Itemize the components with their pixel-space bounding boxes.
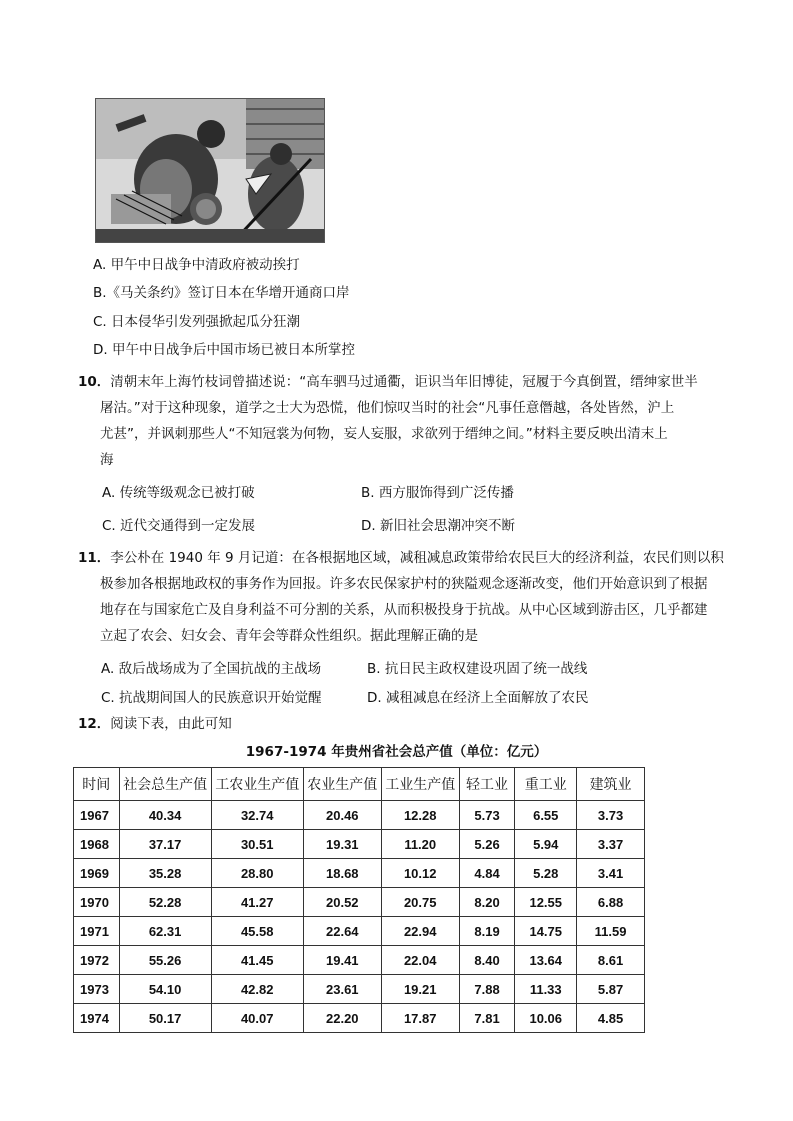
table-cell: 1973 bbox=[74, 975, 120, 1004]
table-row bbox=[74, 859, 645, 888]
table-header-cell: 工农业生产值 bbox=[211, 768, 303, 801]
q10-option-a: A. 传统等级观念已被打破 bbox=[102, 485, 255, 501]
question-text-line: 尤甚”，并讽刺那些人“不知冠裳为何物，妄人妄服，求欲列于缙绅之间。”材料主要反映出清末上 bbox=[100, 426, 668, 442]
table-cell: 41.45 bbox=[211, 946, 303, 975]
table-cell: 23.61 bbox=[303, 975, 381, 1004]
q10-option-c: C. 近代交通得到一定发展 bbox=[102, 518, 256, 534]
table-cell: 32.74 bbox=[211, 801, 303, 830]
table-cell: 6.55 bbox=[515, 801, 577, 830]
table-cell: 55.26 bbox=[119, 946, 211, 975]
question-number: 10． bbox=[78, 374, 111, 390]
table-header-cell: 社会总生产值 bbox=[119, 768, 211, 801]
table-cell: 8.19 bbox=[459, 917, 515, 946]
question-text-line: 海 bbox=[100, 452, 114, 468]
question-text-line: 地存在与国家危亡及自身利益不可分割的关系，从而积极投身于抗战。从中心区域到游击区，几乎都建 bbox=[100, 602, 708, 618]
table-cell: 1974 bbox=[74, 1004, 120, 1033]
table-cell: 7.81 bbox=[459, 1004, 515, 1033]
table-cell: 28.80 bbox=[211, 859, 303, 888]
table-cell: 1972 bbox=[74, 946, 120, 975]
table-cell: 40.34 bbox=[119, 801, 211, 830]
table-cell: 4.84 bbox=[459, 859, 515, 888]
table-cell: 41.27 bbox=[211, 888, 303, 917]
table-row bbox=[74, 888, 645, 917]
table-cell: 12.28 bbox=[381, 801, 459, 830]
table-header-cell: 建筑业 bbox=[577, 768, 645, 801]
question-text-line: 屠沽。”对于这种现象，道学之士大为恐慌，他们惊叹当时的社会“凡事任意僭越，各处皆然，沪上 bbox=[100, 400, 675, 416]
table-row bbox=[74, 801, 645, 830]
question-text-line: 李公朴在 1940 年 9 月记道：在各根据地区域，减租减息政策带给农民巨大的经济利益，农民们则以积 bbox=[110, 550, 724, 566]
table-cell: 11.59 bbox=[577, 917, 645, 946]
question-12 bbox=[78, 711, 738, 737]
table-cell: 8.61 bbox=[577, 946, 645, 975]
table-cell: 8.40 bbox=[459, 946, 515, 975]
table-cell: 45.58 bbox=[211, 917, 303, 946]
table-cell: 37.17 bbox=[119, 830, 211, 859]
table-row bbox=[74, 917, 645, 946]
table-cell: 18.68 bbox=[303, 859, 381, 888]
table-cell: 1970 bbox=[74, 888, 120, 917]
table-cell: 30.51 bbox=[211, 830, 303, 859]
q9-option-c: C. 日本侵华引发列强掀起瓜分狂潮 bbox=[93, 314, 301, 330]
table-cell: 1969 bbox=[74, 859, 120, 888]
question-text-line: 立起了农会、妇女会、青年会等群众性组织。据此理解正确的是 bbox=[100, 628, 478, 644]
table-cell: 1968 bbox=[74, 830, 120, 859]
table-cell: 50.17 bbox=[119, 1004, 211, 1033]
q10-option-b: B. 西方服饰得到广泛传播 bbox=[361, 485, 514, 501]
table-cell: 19.41 bbox=[303, 946, 381, 975]
table-header-cell: 轻工业 bbox=[459, 768, 515, 801]
table-cell: 20.75 bbox=[381, 888, 459, 917]
table-cell: 1967 bbox=[74, 801, 120, 830]
question-text-line: 清朝末年上海竹枝词曾描述说：“高车驷马过通衢，讵识当年旧博徒，冠履于今真倒置，缙绅家世半 bbox=[110, 374, 698, 390]
table-cell: 17.87 bbox=[381, 1004, 459, 1033]
data-table bbox=[73, 767, 645, 1033]
question-text-line: 极参加各根据地政权的事务作为回报。许多农民保家护村的狭隘观念逐渐改变，他们开始意识到了根据 bbox=[100, 576, 708, 592]
table-title: 1967-1974 年贵州省社会总产值（单位：亿元） bbox=[245, 744, 548, 760]
question-number: 12． bbox=[78, 716, 111, 732]
table-cell: 13.64 bbox=[515, 946, 577, 975]
table-cell: 5.26 bbox=[459, 830, 515, 859]
table-cell: 12.55 bbox=[515, 888, 577, 917]
table-cell: 62.31 bbox=[119, 917, 211, 946]
table-cell: 52.28 bbox=[119, 888, 211, 917]
table-cell: 5.28 bbox=[515, 859, 577, 888]
table-row bbox=[74, 975, 645, 1004]
question-text: 阅读下表，由此可知 bbox=[110, 716, 232, 732]
table-row bbox=[74, 946, 645, 975]
table-cell: 42.82 bbox=[211, 975, 303, 1004]
table-row bbox=[74, 1004, 645, 1033]
table-cell: 11.20 bbox=[381, 830, 459, 859]
table-cell: 11.33 bbox=[515, 975, 577, 1004]
table-cell: 5.94 bbox=[515, 830, 577, 859]
q9-option-b: B.《马关条约》签订日本在华增开通商口岸 bbox=[93, 285, 350, 301]
table-cell: 19.21 bbox=[381, 975, 459, 1004]
table-cell: 7.88 bbox=[459, 975, 515, 1004]
table-cell: 5.73 bbox=[459, 801, 515, 830]
historical-cartoon-image bbox=[95, 98, 325, 243]
table-cell: 8.20 bbox=[459, 888, 515, 917]
question-10 bbox=[78, 369, 738, 473]
table-cell: 3.41 bbox=[577, 859, 645, 888]
q11-option-c: C. 抗战期间国人的民族意识开始觉醒 bbox=[101, 690, 322, 706]
table-cell: 22.94 bbox=[381, 917, 459, 946]
q11-option-b: B. 抗日民主政权建设巩固了统一战线 bbox=[367, 661, 588, 677]
q9-option-d: D. 甲午中日战争后中国市场已被日本所掌控 bbox=[93, 342, 355, 358]
table-body bbox=[74, 801, 645, 1033]
table-cell: 14.75 bbox=[515, 917, 577, 946]
table-cell: 10.06 bbox=[515, 1004, 577, 1033]
table-cell: 40.07 bbox=[211, 1004, 303, 1033]
table-cell: 54.10 bbox=[119, 975, 211, 1004]
table-header-cell: 工业生产值 bbox=[381, 768, 459, 801]
question-11 bbox=[78, 545, 738, 649]
table-cell: 10.12 bbox=[381, 859, 459, 888]
q10-option-d: D. 新旧社会思潮冲突不断 bbox=[361, 518, 515, 534]
table-cell: 19.31 bbox=[303, 830, 381, 859]
table-cell: 20.52 bbox=[303, 888, 381, 917]
table-cell: 4.85 bbox=[577, 1004, 645, 1033]
table-header-cell: 时间 bbox=[74, 768, 120, 801]
table-cell: 1971 bbox=[74, 917, 120, 946]
table-cell: 5.87 bbox=[577, 975, 645, 1004]
table-header-cell: 农业生产值 bbox=[303, 768, 381, 801]
table-header-cell: 重工业 bbox=[515, 768, 577, 801]
table-cell: 35.28 bbox=[119, 859, 211, 888]
table-cell: 22.64 bbox=[303, 917, 381, 946]
question-number: 11． bbox=[78, 550, 111, 566]
table-header-row bbox=[74, 768, 645, 801]
table-cell: 22.20 bbox=[303, 1004, 381, 1033]
table-cell: 22.04 bbox=[381, 946, 459, 975]
table-cell: 3.37 bbox=[577, 830, 645, 859]
table-cell: 20.46 bbox=[303, 801, 381, 830]
q11-option-a: A. 敌后战场成为了全国抗战的主战场 bbox=[101, 661, 322, 677]
table-row bbox=[74, 830, 645, 859]
table-cell: 3.73 bbox=[577, 801, 645, 830]
table-cell: 6.88 bbox=[577, 888, 645, 917]
q11-option-d: D. 减租减息在经济上全面解放了农民 bbox=[367, 690, 589, 706]
q9-option-a: A. 甲午中日战争中清政府被动挨打 bbox=[93, 257, 300, 273]
